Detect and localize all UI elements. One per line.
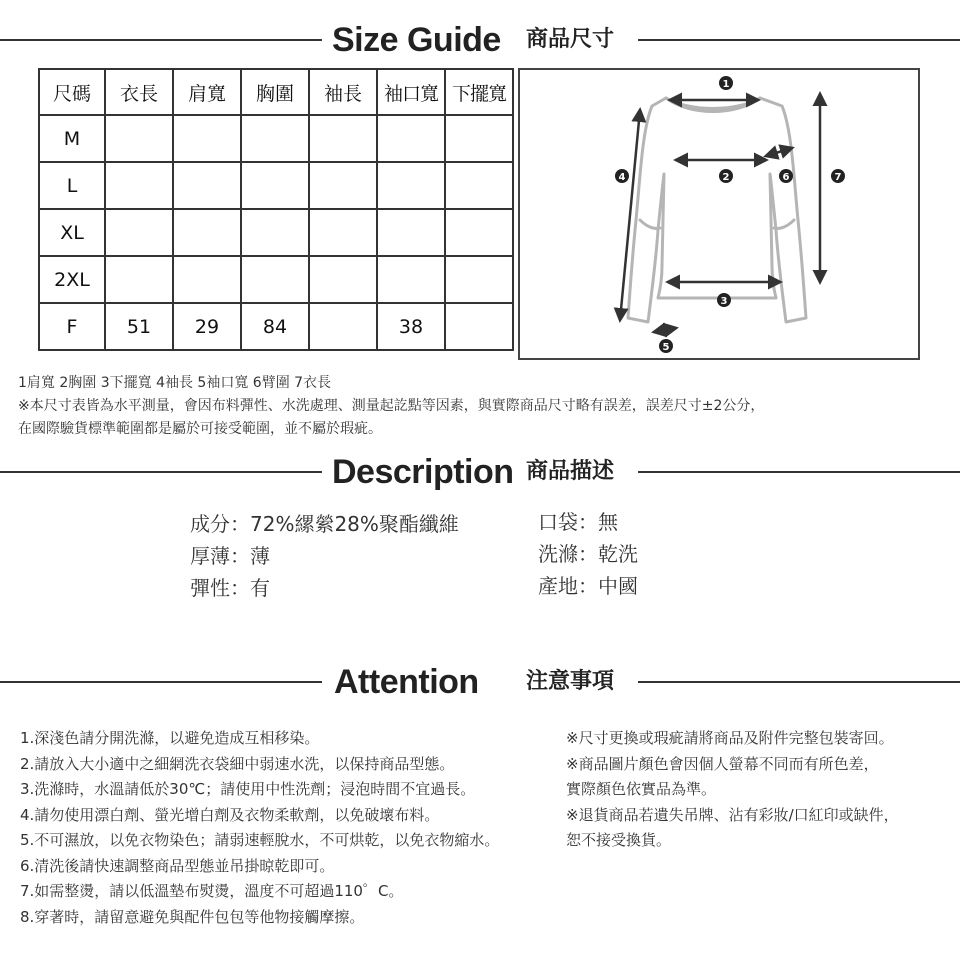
value-cell — [309, 303, 377, 350]
size-note-1: ※本尺寸表皆為水平測量，會因布料彈性、水洗處理、測量起訖點等因素，與實際商品尺寸略有誤差，誤差尺寸±2公分， — [18, 398, 765, 414]
value-cell — [105, 115, 173, 162]
value-cell — [445, 209, 513, 256]
policy-line: ※尺寸更換或瑕疵請將商品及附件完整包裝寄回。 — [566, 729, 894, 747]
policy-line: 實際顏色依實品為準。 — [566, 780, 717, 798]
header-rule-right — [638, 471, 960, 473]
cuff-line — [654, 328, 676, 332]
value-cell: 84 — [241, 303, 309, 350]
size-table — [38, 68, 514, 351]
value-cell — [309, 115, 377, 162]
header-rule-left — [0, 471, 322, 473]
marker-5 — [659, 339, 673, 353]
policy-line: 恕不接受換貨。 — [566, 831, 672, 849]
value-cell: 29 — [173, 303, 241, 350]
value-cell — [377, 115, 445, 162]
header-sleeve: 袖長 — [309, 69, 377, 115]
table-row — [39, 162, 513, 209]
value-cell — [445, 256, 513, 303]
desc-washing: 洗滌：乾洗 — [538, 542, 638, 566]
description-title-zh: 商品描述 — [526, 459, 615, 484]
shirt-outline — [628, 98, 806, 322]
care-instructions — [20, 726, 499, 930]
attention-title: Attention — [334, 663, 479, 701]
list-item: 2.請放入大小適中之細網洗衣袋細中弱速水洗，以保持商品型態。 — [20, 754, 455, 773]
list-item: 7.如需整燙，請以低溫墊布熨燙，溫度不可超過110゜C。 — [20, 882, 404, 900]
table-row — [39, 209, 513, 256]
table-row — [39, 303, 513, 350]
size-legend: 1肩寬 2胸圍 3下擺寬 4袖長 5袖口寬 6臂圍 7衣長 — [18, 375, 332, 391]
marker-4 — [615, 169, 629, 183]
desc-thickness: 厚薄：薄 — [190, 544, 270, 568]
size-cell: L — [39, 162, 105, 209]
value-cell — [241, 256, 309, 303]
svg-text:5: 5 — [662, 342, 670, 353]
marker-6 — [779, 169, 793, 183]
list-item: 5.不可濕放，以免衣物染色；請弱速輕脫水，不可烘乾，以免衣物縮水。 — [20, 831, 500, 849]
shirt-sketch — [520, 70, 918, 358]
size-cell: M — [39, 115, 105, 162]
size-cell: 2XL — [39, 256, 105, 303]
value-cell — [105, 162, 173, 209]
list-item: 1.深淺色請分開洗滌，以避免造成互相移染。 — [20, 729, 320, 747]
header-rule-right — [638, 39, 960, 41]
value-cell — [445, 115, 513, 162]
size-notes — [18, 372, 764, 441]
description-header — [0, 452, 960, 492]
measurement-diagram — [518, 68, 920, 360]
value-cell — [173, 115, 241, 162]
value-cell — [309, 209, 377, 256]
value-cell — [241, 162, 309, 209]
marker-1 — [719, 76, 733, 90]
svg-text:4: 4 — [618, 172, 626, 183]
desc-origin: 產地：中國 — [538, 574, 638, 598]
value-cell — [377, 162, 445, 209]
header-chest: 胸圍 — [241, 69, 309, 115]
arm-line — [766, 148, 792, 156]
size-table-header-row — [39, 69, 513, 115]
svg-text:6: 6 — [782, 172, 790, 183]
size-guide-title-zh: 商品尺寸 — [526, 27, 615, 52]
size-guide-header — [0, 20, 960, 60]
desc-material: 成分：72%縲縈28%聚酯纖維 — [190, 512, 459, 536]
value-cell — [377, 209, 445, 256]
svg-text:3: 3 — [720, 296, 728, 307]
value-cell — [173, 209, 241, 256]
header-cuff: 袖口寬 — [377, 69, 445, 115]
attention-title-zh: 注意事項 — [526, 669, 615, 694]
size-guide-title: Size Guide — [332, 21, 501, 59]
description-right — [538, 506, 638, 602]
value-cell — [173, 162, 241, 209]
value-cell — [377, 256, 445, 303]
desc-elasticity: 彈性：有 — [190, 576, 270, 600]
policy-line: ※商品圖片顏色會因個人螢幕不同而有所色差， — [566, 754, 879, 773]
value-cell — [241, 115, 309, 162]
header-length: 衣長 — [105, 69, 173, 115]
svg-text:2: 2 — [722, 172, 730, 183]
return-policy — [566, 726, 899, 854]
attention-header — [0, 662, 960, 702]
list-item: 8.穿著時，請留意避免與配件包包等他物接觸摩擦。 — [20, 907, 365, 926]
description-left — [190, 508, 459, 604]
list-item: 6.清洗後請快速調整商品型態並吊掛晾乾即可。 — [20, 856, 335, 875]
header-shoulder: 肩寬 — [173, 69, 241, 115]
table-row — [39, 115, 513, 162]
marker-3 — [717, 293, 731, 307]
list-item: 4.請勿使用漂白劑、螢光增白劑及衣物柔軟劑，以免破壞布料。 — [20, 805, 440, 824]
marker-2 — [719, 169, 733, 183]
svg-text:7: 7 — [834, 172, 842, 183]
desc-pocket: 口袋：無 — [538, 510, 618, 534]
policy-line: ※退貨商品若遺失吊牌、沾有彩妝/口紅印或缺件， — [566, 805, 899, 824]
header-rule-right — [638, 681, 960, 683]
value-cell: 51 — [105, 303, 173, 350]
marker-7 — [831, 169, 845, 183]
value-cell — [105, 209, 173, 256]
table-row — [39, 256, 513, 303]
size-cell: F — [39, 303, 105, 350]
value-cell — [173, 256, 241, 303]
value-cell — [241, 209, 309, 256]
size-cell: XL — [39, 209, 105, 256]
value-cell — [445, 303, 513, 350]
svg-text:1: 1 — [722, 79, 730, 90]
value-cell: 38 — [377, 303, 445, 350]
value-cell — [105, 256, 173, 303]
size-note-2: 在國際驗貨標準範圍都是屬於可接受範圍，並不屬於瑕疵。 — [18, 421, 382, 437]
header-hem: 下擺寬 — [445, 69, 513, 115]
list-item: 3.洗滌時，水溫請低於30℃；請使用中性洗劑；浸泡時間不宜過長。 — [20, 780, 476, 798]
value-cell — [445, 162, 513, 209]
value-cell — [309, 162, 377, 209]
header-rule-left — [0, 681, 322, 683]
description-title: Description — [332, 453, 514, 491]
value-cell — [309, 256, 377, 303]
header-rule-left — [0, 39, 322, 41]
header-size: 尺碼 — [39, 69, 105, 115]
